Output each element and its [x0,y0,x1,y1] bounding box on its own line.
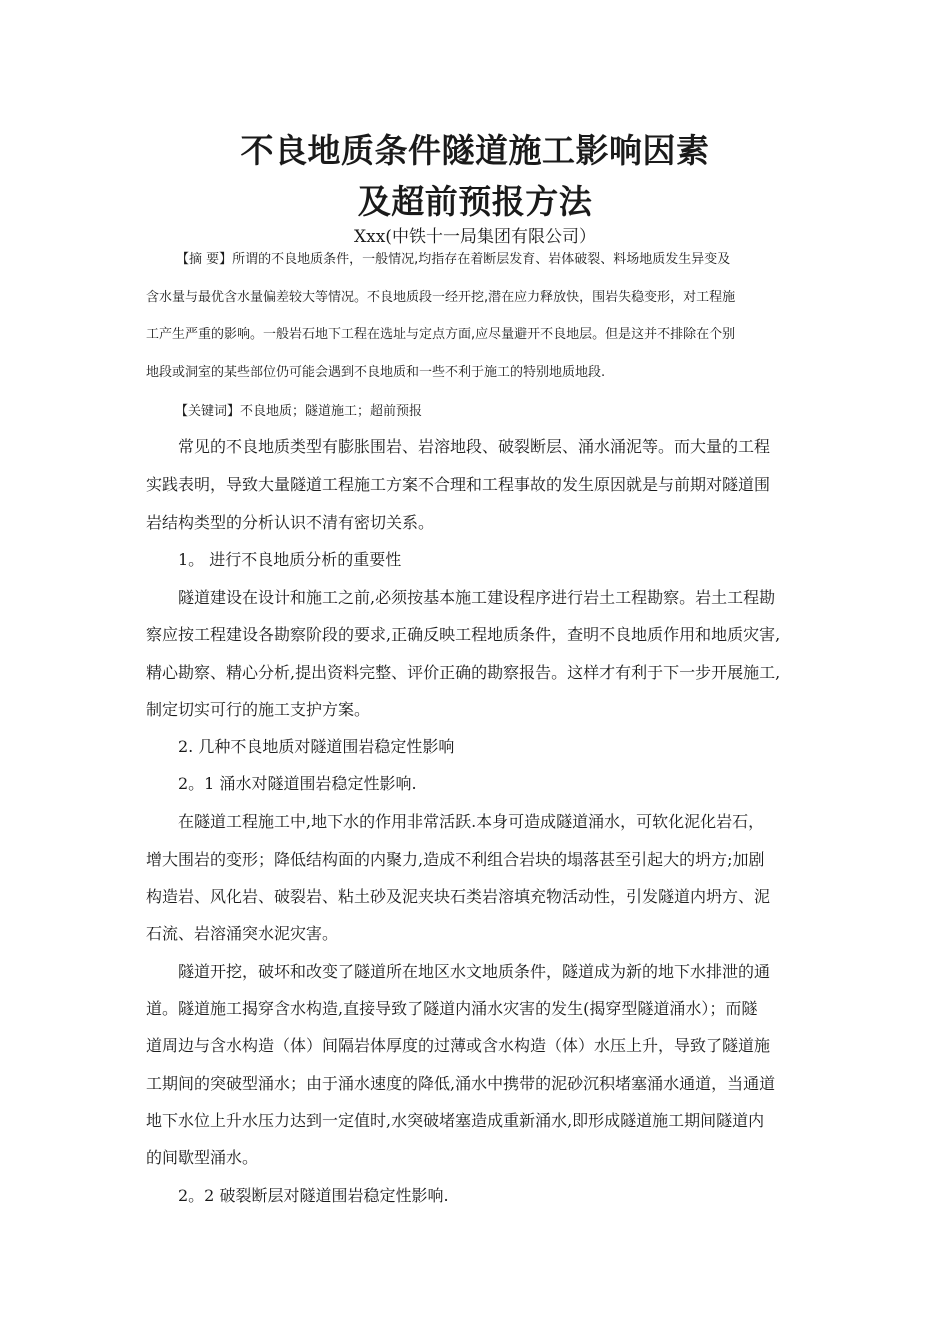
keywords-line: 【关键词】不良地质；隧道施工；超前预报 [175,404,423,419]
body-line: 的间歇型涌水。 [146,1148,259,1167]
body-line: 构造岩、风化岩、破裂岩、粘土砂及泥夹块石类岩溶填充物活动性，引发隧道内坍方、泥 [146,887,771,906]
abstract-line: 含水量与最优含水量偏差较大等情况。不良地质段一经开挖,潜在应力释放快，围岩失稳变形，对工程施 [146,290,736,305]
body-line: 石流、岩溶涌突水泥灾害。 [146,924,339,943]
body-line: 道。隧道施工揭穿含水构造,直接导致了隧道内涌水灾害的发生(揭穿型隧道涌水）；而隧 [146,999,758,1018]
body-line: 工期间的突破型涌水；由于涌水速度的降低,涌水中携带的泥砂沉积堵塞涌水通道，当通道 [146,1074,776,1093]
subsection-heading: 2。1 涌水对隧道围岩稳定性影响. [178,774,417,793]
body-line: 地下水位上升水压力达到一定值时,水突破堵塞造成重新涌水,即形成隧道施工期间隧道内 [146,1111,765,1130]
body-line: 岩结构类型的分析认识不清有密切关系。 [146,513,435,532]
author-line: Xxx(中铁十一局集团有限公司） [354,227,596,247]
abstract-line: 工产生严重的影响。一般岩石地下工程在选址与定点方面,应尽量避开不良地层。但是这并不排除在个别 [146,327,736,342]
body-line: 制定切实可行的施工支护方案。 [146,700,371,719]
body-line: 道周边与含水构造（体）间隔岩体厚度的过薄或含水构造（体）水压上升，导致了隧道施 [146,1036,771,1055]
body-line: 增大围岩的变形；降低结构面的内聚力,造成不利组合岩块的塌落甚至引起大的坍方;加剧 [146,850,765,869]
abstract-line: 地段或洞室的某些部位仍可能会遇到不良地质和一些不利于施工的特别地质地段. [146,365,606,380]
body-line: 精心勘察、精心分析,提出资料完整、评价正确的勘察报告。这样才有利于下一步开展施工, [146,663,781,682]
document-title-line-1: 不良地质条件隧道施工影响因素 [240,131,710,170]
body-line: 常见的不良地质类型有膨胀围岩、岩溶地段、破裂断层、涌水涌泥等。而大量的工程 [178,437,771,456]
body-line: 察应按工程建设各勘察阶段的要求,正确反映工程地质条件，查明不良地质作用和地质灾害, [146,625,781,644]
abstract-line: 【摘 要】所谓的不良地质条件，一般情况,均指存在着断层发育、岩体破裂、料场地质发生异变及 [176,252,731,267]
body-line: 隧道开挖，破坏和改变了隧道所在地区水文地质条件，隧道成为新的地下水排泄的通 [178,962,771,981]
subsection-heading: 2。2 破裂断层对隧道围岩稳定性影响. [178,1186,449,1205]
document-title-line-2: 及超前预报方法 [357,182,593,221]
body-line: 隧道建设在设计和施工之前,必须按基本施工建设程序进行岩土工程勘察。岩土工程勘 [178,588,776,607]
section-heading: 2. 几种不良地质对隧道围岩稳定性影响 [178,737,455,756]
body-line: 实践表明，导致大量隧道工程施工方案不合理和工程事故的发生原因就是与前期对隧道围 [146,475,771,494]
section-heading: 1。 进行不良地质分析的重要性 [178,550,402,569]
body-line: 在隧道工程施工中,地下水的作用非常活跃.本身可造成隧道涌水，可软化泥化岩石， [178,812,765,831]
